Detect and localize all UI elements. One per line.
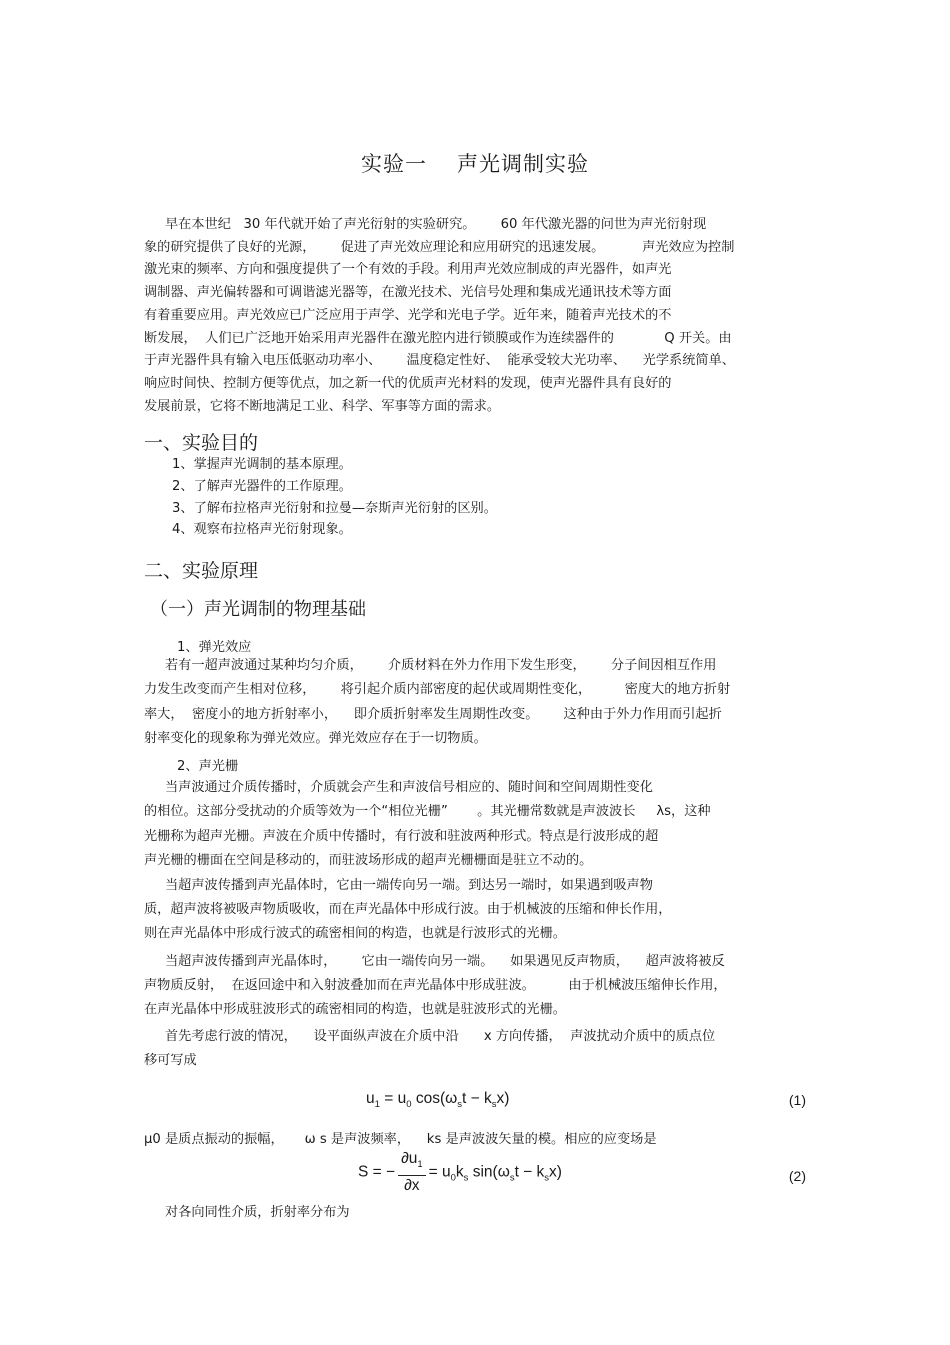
equation-2 bbox=[144, 1150, 812, 1194]
objectives-list bbox=[172, 454, 497, 541]
elastic-effect-text: 若有一超声波通过某种均匀介质， 介质材料在外力作用下发生形变， 分子间因相互作用 力发生改变而产生相对位移， 将引起介质内部密度的起伏或周期性变化， 密度大的地方折射 率大， 密度小的地方折射率小， 即介质折射率发生周期性改变。 这种由于外力作用而引起折 射率变化的现象称为弹光效应。弹光效应存在于一切物质。 bbox=[144, 658, 731, 747]
page-title bbox=[0, 148, 950, 178]
equation-2-formula: S = − $\frac{\partial u_1}{\partial x}$ = $u_0k_s$ $\sin(\omega_st - k_sx)$ bbox=[358, 1150, 562, 1195]
grating-paragraph-4: 首先考虑行波的情况， 设平面纵声波在介质中沿 x 方向传播， 声波扰动介质中的质点位 移可写成 bbox=[144, 1029, 716, 1069]
grating-paragraph-1: 当声波通过介质传播时，介质就会产生和声波信号相应的、随时间和空间周期性变化 的相位。这部分受扰动的介质等效为一个“相位光栅” 。其光栅常数就是声波波长 λs，这种 光栅称为超声光栅。声波在介质中传播时，有行波和驻波两种形式。特点是行波形成的超 声光栅的栅面在空间是移动的，而驻波场形成的超声光栅栅面是驻立不动的。 bbox=[144, 780, 711, 869]
equation-1 bbox=[144, 1084, 812, 1128]
grating-label: 2、声光栅 bbox=[177, 759, 239, 774]
list-item: 1、掌握声光调制的基本原理。 bbox=[172, 457, 352, 472]
list-item: 4、观察布拉格声光衍射现象。 bbox=[172, 522, 352, 538]
section2-heading: 二、实验原理 bbox=[144, 560, 259, 582]
list-item: 3、了解布拉格声光衍射和拉曼—奈斯声光衍射的区别。 bbox=[172, 500, 497, 516]
refractive-index-line: 对各向同性介质，折射率分布为 bbox=[144, 1205, 350, 1220]
section1-heading: 一、实验目的 bbox=[144, 432, 259, 454]
equation-1-formula: $u_1 = u_0$ $\cos(\omega_st - k_sx)$ bbox=[366, 1090, 510, 1111]
grating-paragraph-3: 当超声波传播到声光晶体时， 它由一端传向另一端。 如果遇见反声物质， 超声波将被反 声物质反射， 在返回途中和入射波叠加而在声光晶体中形成驻波。 由于机械波压缩伸长作用， 在声光晶体中形成驻波形式的疏密相同的构造，也就是驻波形式的光栅。 bbox=[144, 954, 727, 1018]
equation-2-number: (2) bbox=[788, 1168, 806, 1184]
title-part2: 声光调制实验 bbox=[457, 152, 589, 176]
list-item: 2、了解声光器件的工作原理。 bbox=[172, 478, 352, 494]
grating-paragraph-2: 当超声波传播到声光晶体时，它由一端传向另一端。到达另一端时，如果遇到吸声物 质，超声波将被吸声物质吸收，而在声光晶体中形成行波。由于机械波的压缩和伸长作用， 则在声光晶体中形成行波式的疏密相间的构造，也就是行波形式的光栅。 bbox=[144, 878, 672, 942]
equation-1-number: (1) bbox=[788, 1092, 806, 1108]
variable-definitions: μ0 是质点振动的振幅， ω s 是声波频率， ks 是声波波矢量的模。相应的应变场是 bbox=[144, 1132, 657, 1147]
intro-paragraph: 早在本世纪 30 年代就开始了声光衍射的实验研究。 60 年代激光器的问世为声光衍射现 象的研究提供了良好的光源， 促进了声光效应理论和应用研究的迅速发展。 声光效应为控制 激光束的频率、方向和强度提供了一个有效的手段。利用声光效应制成的声光器件，如声光 调制器、声光偏转器和可调谐滤光器等，在激光技术、光信号处理和集成光通讯技术等方面 有着重要应用。声光效应已广泛应用于声学、光学和光电子学。近年来，随着声光技术的不 断发展， 人们已广泛地开始采用声光器件在激光腔内进行锁膜或作为连续器件的 Q 开关。由 于声光器件具有输入电压低驱动功率小、 温度稳定性好、 能承受较大光功率、 光学系统简单、 响应时间快、控制方便等优点，加之新一代的优质声光材料的发现，使声光器件具有良好的 发展前景，它将不断地满足工业、科学、军事等方面的需求。 bbox=[144, 217, 735, 414]
title-part1: 实验一 bbox=[361, 152, 427, 176]
section2-subheading: （一）声光调制的物理基础 bbox=[150, 599, 366, 620]
elastic-effect-label: 1、弹光效应 bbox=[177, 640, 252, 655]
